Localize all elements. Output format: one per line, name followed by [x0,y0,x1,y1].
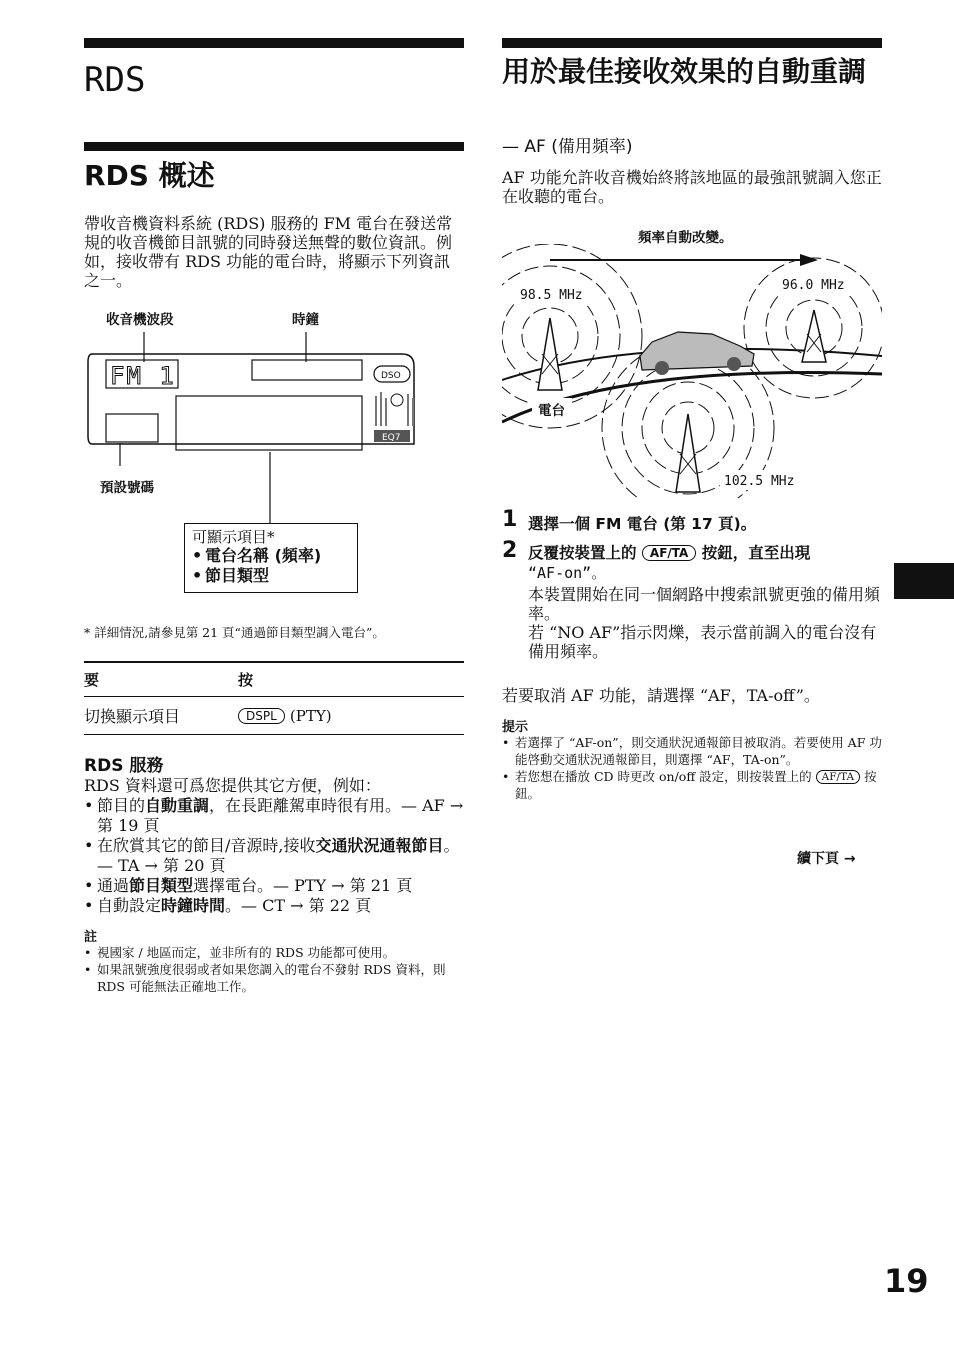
section-title: RDS 概述 [84,159,215,192]
step-2-text: 反覆按裝置上的 [528,544,637,562]
label-station: 電台 [538,403,565,419]
section-rule [84,142,464,151]
label-preset: 預設號碼 [100,480,154,496]
display-diagram [84,326,464,556]
freq-102-5: 102.5 MHz [724,474,795,489]
right-title-rule [502,38,882,48]
note-title: 註 [84,930,98,945]
label-band: 收音機波段 [106,312,174,328]
step-2-quote: “AF-on”。 [528,564,607,582]
af-intro: AF 功能允許收音機始終將該地區的最強訊號調入您正在收聽的電台。 [502,168,882,206]
callout-title: 可顯示項目* [192,528,275,546]
services-title: RDS 服務 [84,756,164,776]
freq-96-0: 96.0 MHz [782,278,845,293]
services-intro: RDS 資料還可爲您提供其它方便，例如： [84,776,381,795]
label-clock: 時鐘 [292,312,319,328]
page-title: RDS [84,60,146,100]
step-2-body-2: 若 “NO AF”指示閃爍，表示當前調入的電台沒有備用頻率。 [528,623,877,661]
list-item: • 通過節目類型選擇電台。— PTY → 第 21 頁 [84,876,466,896]
notes-list [84,944,466,995]
footnote: * 詳細情況,請參見第 21 頁“通過節目類型調入電台”。 [84,625,385,640]
svg-text:FM 1: FM 1 [110,362,176,390]
svg-text:DSO: DSO [381,371,401,381]
list-item: • 在欣賞其它的節目/音源時,接收交通狀況通報節目。— TA → 第 20 頁 [84,836,466,876]
step-2-text-post: 按鈕，直至出現 [701,544,811,562]
list-item: • 若選擇了 “AF-on”，則交通狀況通報節目被取消。若要使用 AF 功能啓動交通狀況通報節目，則選擇 “AF，TA-on”。 [502,734,884,768]
label-change: 頻率自動改變。 [638,230,733,246]
right-title: 用於最佳接收效果的自動重調 [502,55,867,88]
cancel-instruction: 若要取消 AF 功能，請選擇 “AF，TA-off”。 [502,686,820,705]
table-cell-button [238,697,464,735]
callout-item: • 電台名稱 (頻率) [192,546,350,566]
table-cell-action: 切換顯示項目 [84,697,238,735]
dspl-button[interactable]: DSPL [238,708,285,724]
list-item: • 自動設定時鐘時間。— CT → 第 22 頁 [84,896,466,916]
list-item: • 視國家 / 地區而定，並非所有的 RDS 功能都可使用。 [84,944,466,961]
display-callout [184,523,358,593]
title-rule [84,38,464,48]
list-item: • 如果訊號強度很弱或者如果您調入的電台不發射 RDS 資料，則 RDS 可能無法正確地工作。 [84,961,466,995]
af-ta-button[interactable]: AF/TA [642,545,696,561]
services-list [84,796,466,916]
af-ta-button[interactable]: AF/TA [816,770,860,784]
list-item: • 若您想在播放 CD 時更改 on/off 設定，則按裝置上的 AF/TA 按鈕。 [502,768,884,802]
tips-list [502,734,884,802]
callout-item: • 節目類型 [192,566,350,586]
table-header-press: 按 [238,662,464,697]
pty-label: (PTY) [289,707,332,725]
chapter-tab [894,563,954,599]
step-2-number: 2 [502,538,518,563]
page-number: 19 [884,1262,929,1300]
right-subtitle: — AF (備用頻率) [502,137,633,157]
intro-paragraph: 帶收音機資料系統 (RDS) 服務的 FM 電台在發送常規的收音機節目訊號的同時發送無聲的數位資訊。例如，接收帶有 RDS 功能的電台時，將顯示下列資訊之一。 [84,214,453,290]
step-2 [502,538,884,661]
tips-title: 提示 [502,720,529,735]
svg-text:EQ7: EQ7 [382,433,401,443]
step-1-number: 1 [502,507,518,532]
step-2-body-1: 本裝置開始在同一個網路中搜索訊號更強的備用頻率。 [528,585,881,623]
operations-table [84,661,464,735]
step-1-text: 選擇一個 FM 電台 (第 17 頁)。 [528,515,757,533]
continue-next-page[interactable]: 續下頁 → [797,851,856,867]
freq-98-5: 98.5 MHz [520,288,583,303]
step-1 [502,507,884,534]
list-item: • 節目的自動重調，在長距離駕車時很有用。— AF → 第 19 頁 [84,796,466,836]
table-header-want: 要 [84,662,238,697]
